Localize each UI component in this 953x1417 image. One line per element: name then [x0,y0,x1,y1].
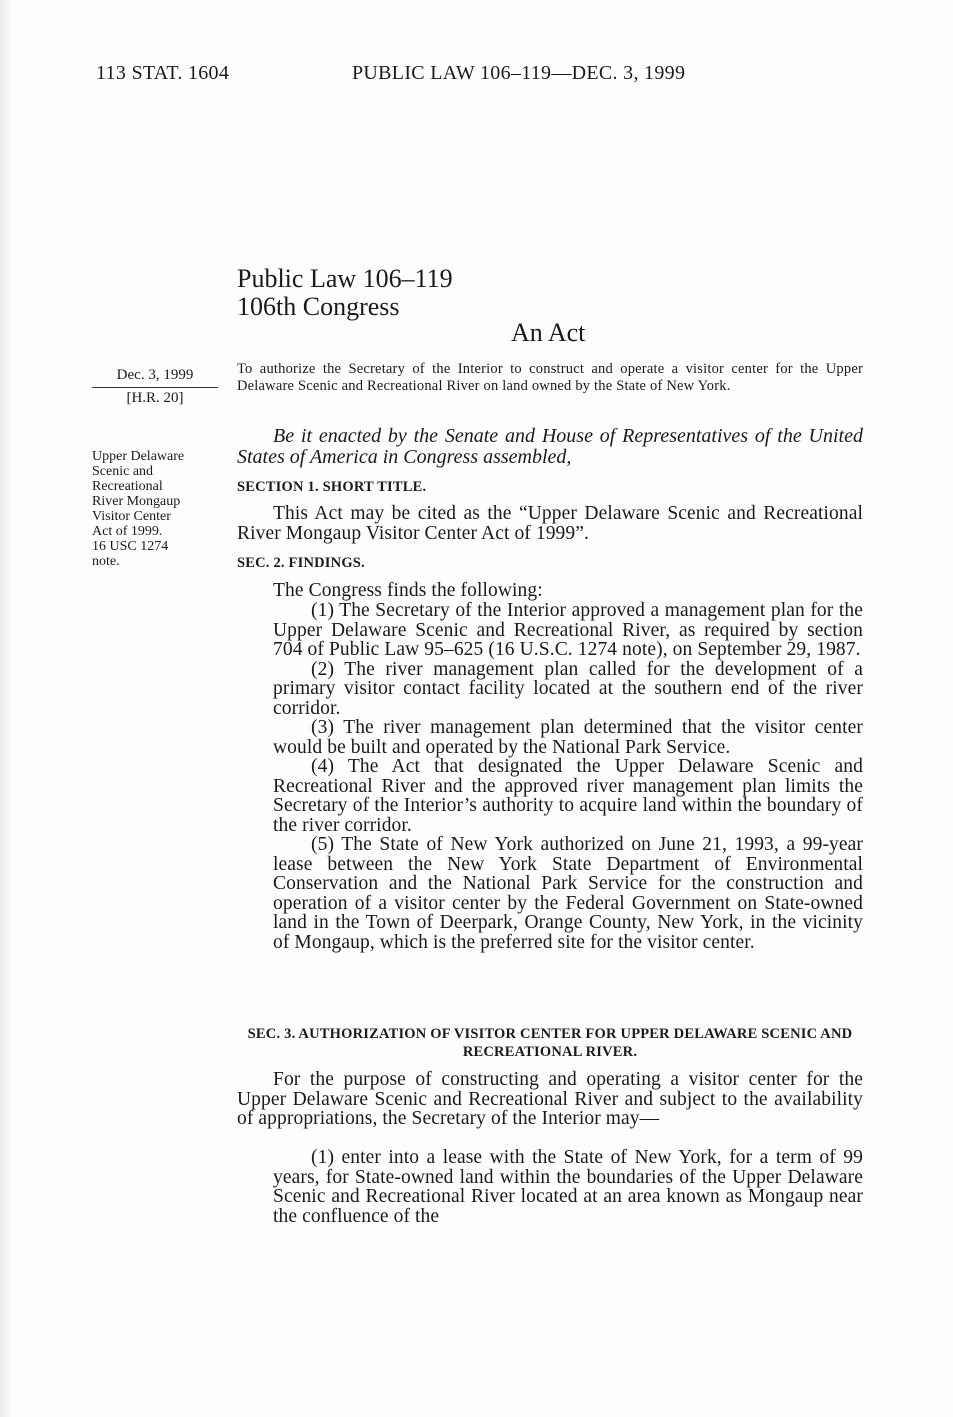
section-2-heading: SEC. 2. FINDINGS. [237,555,365,571]
section-2-intro: The Congress finds the following: [273,580,543,601]
findings-list [273,601,863,952]
enacting-clause: Be it enacted by the Senate and House of Representatives of the United States of America in Congress assembled, [237,425,863,468]
margin-note: Upper Delaware Scenic and Recreational River Mongaup Visitor Center Act of 1999. 16 USC 1274 note. [92,449,185,569]
finding-5: (5) The State of New York authorized on June 21, 1993, a 99-year lease between the New York State Department of Environmental Conservation and the National Park Service for the construction and operation of a visitor center by the Federal Government on State-owned land in the Town of Deerpark, Orange County, New York, in the vicinity of Mongaup, which is the preferred site for the visitor center. [273,834,863,953]
running-head-title: PUBLIC LAW 106–119—DEC. 3, 1999 [352,62,686,84]
section-3-text: For the purpose of constructing and operating a visitor center for the Upper Delaware Scenic and Recreational River and subject to the availability of appropriations, the Secretary of the Interior may— [237,1069,863,1129]
finding-3: (3) The river management plan determined that the visitor center would be built and operated by the National Park Service. [273,717,863,758]
section-3-heading: SEC. 3. AUTHORIZATION OF VISITOR CENTER FOR UPPER DELAWARE SCENIC AND RECREATIONAL RIVER. [247,1026,853,1060]
section-3-item-1: (1) enter into a lease with the State of New York, for a term of 99 years, for State-owned land within the boundaries of the Upper Delaware Scenic and Recreational River located at an area known as Mongaup near the confluence of the [273,1147,863,1227]
statute-page-number: 113 STAT. 1604 [96,62,230,84]
law-number: Public Law 106–119 [237,264,453,293]
congress-label: 106th Congress [237,292,400,321]
act-purpose: To authorize the Secretary of the Interior to construct and operate a visitor center for the Upper Delaware Scenic and Recreational River on land owned by the State of New York. [237,361,863,394]
margin-date: Dec. 3, 1999 [116,367,194,383]
section-1-text: This Act may be cited as the “Upper Delaware Scenic and Recreational River Mongaup Visitor Center Act of 1999”. [237,503,863,544]
finding-1: (1) The Secretary of the Interior approved a management plan for the Upper Delaware Scenic and Recreational River, as required by section 704 of Public Law 95–625 (16 U.S.C. 1274 note), on September 29, 1987. [273,600,863,660]
finding-4: (4) The Act that designated the Upper Delaware Scenic and Recreational River and the approved river management plan limits the Secretary of the Interior’s authority to acquire land within the boundary of the river corridor. [273,756,863,836]
finding-2: (2) The river management plan called for the development of a primary visitor contact facility located at the southern end of the river corridor. [273,658,863,719]
running-head [96,62,776,88]
margin-divider [92,387,218,388]
section-1-heading: SECTION 1. SHORT TITLE. [237,479,427,495]
page-edge-shadow [0,0,12,1417]
margin-bill-number: [H.R. 20] [126,390,184,406]
act-label: An Act [511,318,586,347]
